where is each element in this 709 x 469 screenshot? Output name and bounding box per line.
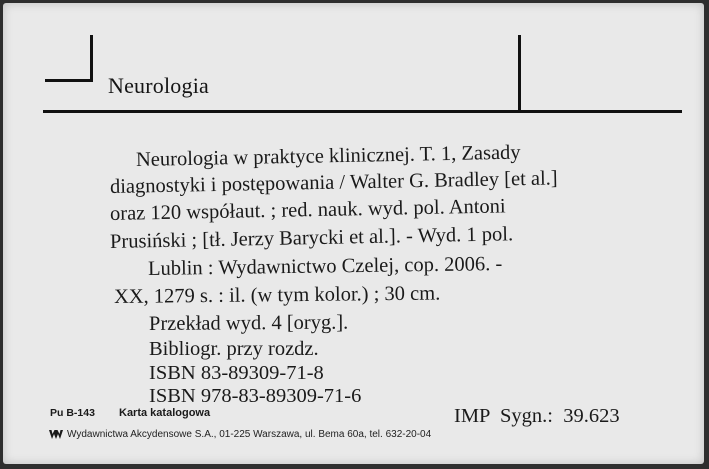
entry-line-9: ISBN 83-89309-71-8 — [149, 362, 324, 384]
entry-line-4: Prusiński ; [tł. Jerzy Barycki et al.]. - Wyd. 1 pol. — [109, 223, 514, 253]
main-horizontal-rule — [43, 110, 682, 113]
vertical-rule-right — [518, 35, 521, 113]
form-title: Karta katalogowa — [119, 407, 211, 419]
shelf-mark — [500, 405, 620, 428]
publisher-logo-icon — [48, 426, 64, 442]
imp-stamp: IMP — [454, 405, 491, 427]
entry-line-8: Bibliogr. przy rozdz. — [149, 338, 319, 360]
entry-line-7: Przekład wyd. 4 [oryg.]. — [148, 311, 349, 335]
form-code: Pu B-143 — [50, 407, 95, 419]
entry-line-6: XX, 1279 s. : il. (w tym kolor.) ; 30 cm. — [113, 282, 441, 308]
entry-line-1: Neurologia w praktyce klinicznej. T. 1, Zasady — [135, 141, 521, 171]
shelf-mark-value: 39.623 — [563, 405, 620, 427]
entry-line-3: oraz 120 współaut. ; red. nauk. wyd. pol. Antoni — [109, 195, 506, 225]
entry-line-2: diagnostyki i postępowania / Walter G. Bradley [et al.] — [109, 167, 558, 198]
corner-bracket-horizontal — [45, 79, 93, 82]
subject-heading: Neurologia — [108, 73, 209, 98]
catalog-card — [3, 3, 704, 464]
corner-bracket-vertical — [90, 35, 93, 81]
publisher-imprint: Wydawnictwa Akcydensowe S.A., 01-225 Warszawa, ul. Bema 60a, tel. 632-20-04 — [67, 429, 432, 440]
shelf-mark-label: Sygn.: — [500, 405, 553, 427]
entry-line-10: ISBN 978-83-89309-71-6 — [149, 385, 362, 407]
entry-line-5: Lublin : Wydawnictwo Czelej, cop. 2006. - — [147, 253, 503, 280]
